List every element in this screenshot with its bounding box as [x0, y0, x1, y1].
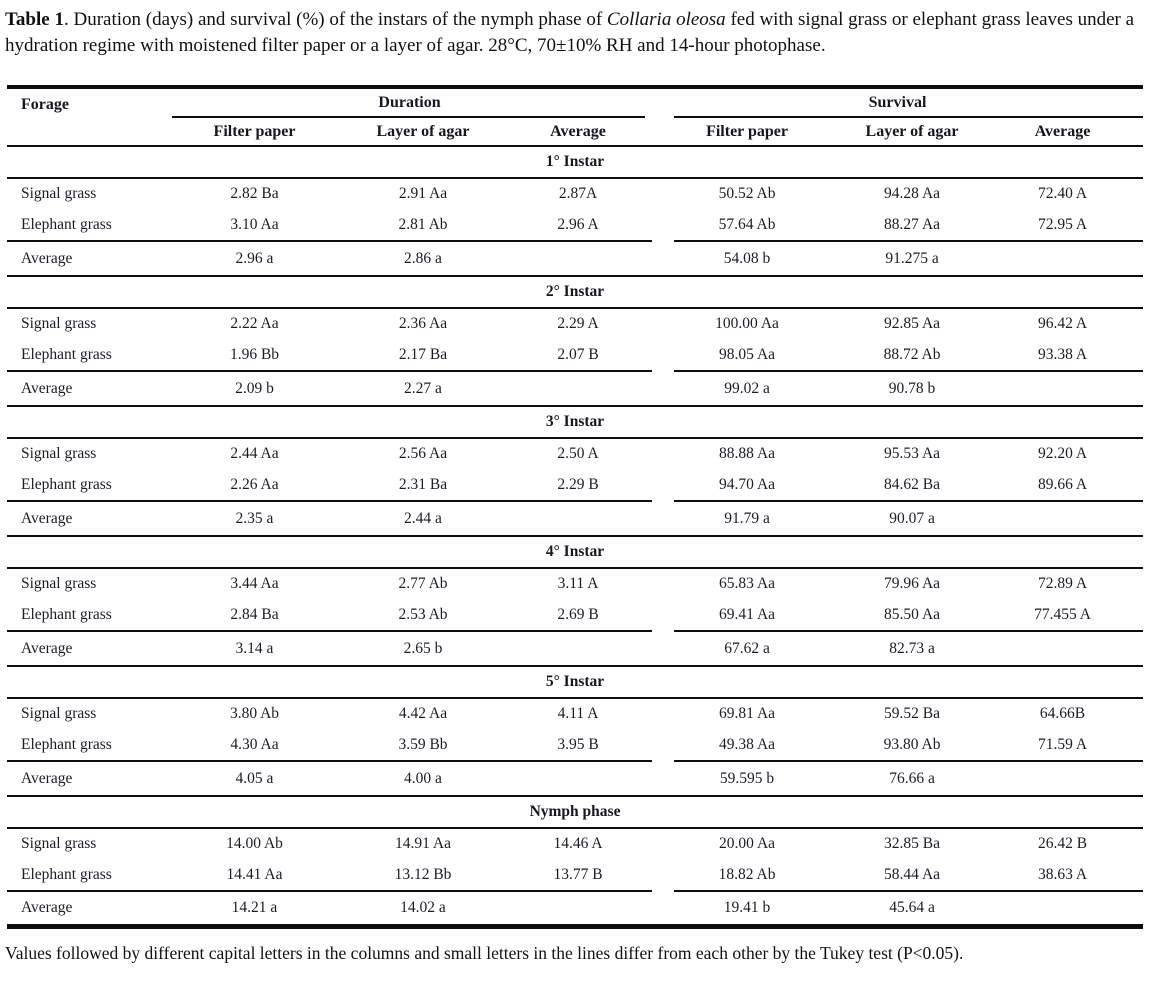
column-header-duration-filter-paper: Filter paper	[213, 122, 296, 140]
value-cell	[504, 503, 652, 536]
caption-text-2: fed with signal grass or elephant grass leaves under a hydration regime with moistened filter paper or a layer of agar. 28°C, 70±10% RH and 14-hour photophase.	[5, 9, 1135, 56]
table-row	[7, 859, 1143, 890]
value-cell: 3.44 Aa	[230, 575, 279, 592]
value-cell: 82.73 a	[889, 640, 935, 657]
row-label: Average	[21, 510, 73, 527]
table-row	[7, 339, 1143, 370]
column-header-duration-layer-of-agar: Layer of agar	[376, 122, 470, 140]
value-cell: 2.84 Ba	[230, 605, 279, 623]
group-label-duration: Duration	[378, 94, 441, 111]
row-label: Signal grass	[21, 315, 97, 332]
value-cell: 4.00 a	[404, 770, 442, 787]
value-cell: 2.35 a	[235, 510, 274, 527]
section-title: 2° Instar	[7, 276, 1143, 308]
value-cell: 94.28 Aa	[884, 185, 941, 202]
table-row	[7, 438, 1143, 469]
section-title-row	[7, 146, 1143, 178]
table-row	[7, 729, 1143, 760]
value-cell: 14.46 A	[553, 835, 603, 852]
value-cell: 88.88 Aa	[719, 445, 776, 462]
value-cell: 84.62 Ba	[884, 475, 941, 493]
value-cell: 2.17 Ba	[398, 345, 448, 363]
section-title: 1° Instar	[7, 146, 1143, 178]
value-cell: 59.52 Ba	[884, 705, 941, 722]
value-cell	[982, 503, 1143, 536]
value-cell: 2.96 A	[557, 215, 599, 233]
value-cell: 89.66 A	[1037, 475, 1088, 493]
value-cell: 45.64 a	[889, 899, 935, 917]
value-cell: 2.91 Aa	[398, 185, 448, 202]
value-cell: 14.02 a	[400, 899, 446, 917]
section-title-row	[7, 276, 1143, 308]
value-cell: 2.53 Ab	[398, 605, 448, 623]
row-label: Signal grass	[21, 835, 97, 852]
value-cell: 2.26 Aa	[230, 475, 279, 493]
section-title-row	[7, 536, 1143, 568]
group-label-survival: Survival	[868, 94, 927, 111]
value-cell	[982, 893, 1143, 926]
value-cell: 49.38 Aa	[719, 735, 776, 753]
value-cell: 13.77 B	[553, 865, 603, 883]
value-cell: 14.41 Aa	[226, 865, 283, 883]
caption-label: Table 1	[5, 9, 64, 30]
value-cell	[504, 763, 652, 796]
row-label: Average	[21, 380, 73, 397]
value-cell: 90.78 b	[888, 380, 936, 397]
table-row	[7, 469, 1143, 500]
value-cell: 2.44 a	[404, 510, 442, 527]
value-cell: 4.05 a	[235, 770, 274, 787]
table-row	[7, 308, 1143, 339]
value-cell: 57.64 Ab	[718, 215, 776, 233]
value-cell: 54.08 b	[723, 250, 771, 267]
value-cell: 3.59 Bb	[398, 735, 448, 753]
row-label: Average	[21, 640, 73, 657]
section-title-row	[7, 796, 1143, 828]
value-cell: 2.09 b	[235, 380, 274, 397]
value-cell: 20.00 Aa	[719, 835, 776, 852]
value-cell: 95.53 Aa	[884, 445, 941, 462]
value-cell: 88.27 Aa	[884, 215, 941, 233]
column-header-survival-filter-paper: Filter paper	[706, 122, 788, 140]
value-cell: 77.455 A	[1034, 605, 1091, 623]
average-row	[7, 893, 1143, 926]
value-cell: 99.02 a	[724, 380, 770, 397]
value-cell: 2.29 A	[557, 315, 599, 332]
value-cell: 2.86 a	[404, 250, 442, 267]
value-cell: 2.50 A	[557, 445, 599, 462]
value-cell: 92.20 A	[1037, 445, 1088, 462]
value-cell: 2.96 a	[235, 250, 274, 267]
value-cell: 72.89 A	[1037, 575, 1088, 592]
value-cell: 100.00 Aa	[715, 315, 779, 332]
value-cell: 2.29 B	[557, 475, 599, 493]
value-cell: 14.21 a	[231, 899, 278, 917]
value-cell: 14.91 Aa	[395, 835, 451, 852]
value-cell: 32.85 Ba	[884, 835, 941, 852]
average-row	[7, 373, 1143, 406]
value-cell: 79.96 Aa	[884, 575, 941, 592]
value-cell: 4.11 A	[557, 705, 599, 722]
average-row	[7, 763, 1143, 796]
column-header-duration-average: Average	[550, 122, 606, 140]
value-cell: 58.44 Aa	[884, 865, 941, 883]
average-row	[7, 243, 1143, 276]
value-cell	[982, 243, 1143, 276]
instar-duration-survival-table	[7, 85, 1143, 929]
value-cell: 19.41 b	[723, 899, 771, 917]
value-cell: 18.82 Ab	[718, 865, 776, 883]
value-cell: 2.81 Ab	[398, 215, 448, 233]
section-title: 4° Instar	[7, 536, 1143, 568]
average-row	[7, 503, 1143, 536]
table-caption	[0, 0, 1171, 59]
value-cell: 93.80 Ab	[883, 735, 941, 753]
value-cell: 2.22 Aa	[230, 315, 279, 332]
value-cell: 64.66B	[1039, 705, 1086, 722]
value-cell: 72.95 A	[1037, 215, 1088, 233]
row-label: Average	[21, 899, 73, 917]
value-cell: 85.50 Aa	[884, 605, 941, 623]
table-footnote: Values followed by different capital letters in the columns and small letters in the lines differ from each other by the Tukey test (P<0.05).	[5, 942, 964, 963]
row-label: Elephant grass	[21, 475, 112, 493]
value-cell: 3.10 Aa	[230, 215, 279, 233]
value-cell: 94.70 Aa	[719, 475, 776, 493]
value-cell: 4.30 Aa	[230, 735, 279, 753]
section-title: 3° Instar	[7, 406, 1143, 438]
table-row	[7, 209, 1143, 240]
value-cell: 3.11 A	[557, 575, 599, 592]
table-row	[7, 599, 1143, 630]
value-cell: 65.83 Aa	[719, 575, 776, 592]
value-cell: 4.42 Aa	[398, 705, 448, 722]
row-label: Average	[21, 250, 73, 267]
section-title-row	[7, 666, 1143, 698]
row-label: Elephant grass	[21, 215, 112, 233]
value-cell	[982, 373, 1143, 406]
value-cell: 2.82 Ba	[230, 185, 279, 202]
value-cell: 3.80 Ab	[229, 705, 280, 722]
value-cell: 14.00 Ab	[226, 835, 283, 852]
row-label: Elephant grass	[21, 605, 112, 623]
row-label: Signal grass	[21, 445, 97, 462]
value-cell: 93.38 A	[1037, 345, 1088, 363]
value-cell: 88.72 Ab	[883, 345, 941, 363]
section-title: Nymph phase	[7, 796, 1143, 828]
section-title: 5° Instar	[7, 666, 1143, 698]
row-label: Average	[21, 770, 73, 787]
column-header-survival-average: Average	[1034, 122, 1091, 140]
value-cell: 3.14 a	[235, 640, 274, 657]
value-cell	[504, 243, 652, 276]
value-cell	[982, 763, 1143, 796]
value-cell: 50.52 Ab	[718, 185, 776, 202]
value-cell	[504, 633, 652, 666]
row-label: Elephant grass	[21, 865, 112, 883]
value-cell: 92.85 Aa	[884, 315, 941, 332]
value-cell: 67.62 a	[724, 640, 770, 657]
value-cell: 2.36 Aa	[398, 315, 448, 332]
value-cell: 38.63 A	[1037, 865, 1088, 883]
value-cell: 90.07 a	[889, 510, 935, 527]
value-cell: 2.65 b	[403, 640, 443, 657]
value-cell	[982, 633, 1143, 666]
value-cell: 69.81 Aa	[719, 705, 776, 722]
row-label: Signal grass	[21, 575, 97, 592]
table-row	[7, 828, 1143, 859]
value-cell: 2.56 Aa	[398, 445, 448, 462]
value-cell	[504, 893, 652, 926]
table-body	[7, 146, 1143, 926]
value-cell: 2.07 B	[557, 345, 599, 363]
value-cell: 98.05 Aa	[719, 345, 776, 363]
value-cell: 91.79 a	[724, 510, 770, 527]
row-label: Signal grass	[21, 185, 97, 202]
table-row	[7, 178, 1143, 209]
value-cell: 76.66 a	[889, 770, 935, 787]
value-cell: 13.12 Bb	[394, 865, 452, 883]
row-label: Elephant grass	[21, 345, 112, 363]
value-cell: 2.77 Ab	[398, 575, 448, 592]
value-cell: 2.44 Aa	[230, 445, 279, 462]
value-cell	[504, 373, 652, 406]
value-cell: 71.59 A	[1037, 735, 1088, 753]
column-group-duration	[167, 87, 652, 118]
table-row	[7, 568, 1143, 599]
value-cell: 2.27 a	[404, 380, 442, 397]
table-row	[7, 698, 1143, 729]
value-cell: 91.275 a	[885, 250, 939, 267]
row-label: Signal grass	[21, 705, 97, 722]
value-cell: 59.595 b	[719, 770, 775, 787]
average-row	[7, 633, 1143, 666]
value-cell: 3.95 B	[557, 735, 599, 753]
value-cell: 72.40 A	[1037, 185, 1088, 202]
row-label: Elephant grass	[21, 735, 112, 753]
value-cell: 69.41 Aa	[719, 605, 776, 623]
group-header-row	[7, 87, 1143, 118]
table-header	[7, 87, 1143, 146]
value-cell: 2.31 Ba	[398, 475, 448, 493]
caption-text-1: . Duration (days) and survival (%) of the instars of the nymph phase of	[63, 9, 607, 30]
value-cell: 26.42 B	[1037, 835, 1088, 852]
column-group-survival	[652, 87, 1143, 118]
section-title-row	[7, 406, 1143, 438]
value-cell: 2.69 B	[557, 605, 599, 623]
value-cell: 1.96 Bb	[229, 345, 280, 363]
value-cell: 2.87A	[558, 185, 598, 202]
column-header-forage: Forage	[21, 96, 69, 113]
subcolumn-header-row	[7, 118, 1143, 146]
caption-species-italic: Collaria oleosa	[606, 9, 726, 30]
value-cell: 96.42 A	[1037, 315, 1088, 332]
column-header-survival-layer-of-agar: Layer of agar	[865, 122, 959, 140]
